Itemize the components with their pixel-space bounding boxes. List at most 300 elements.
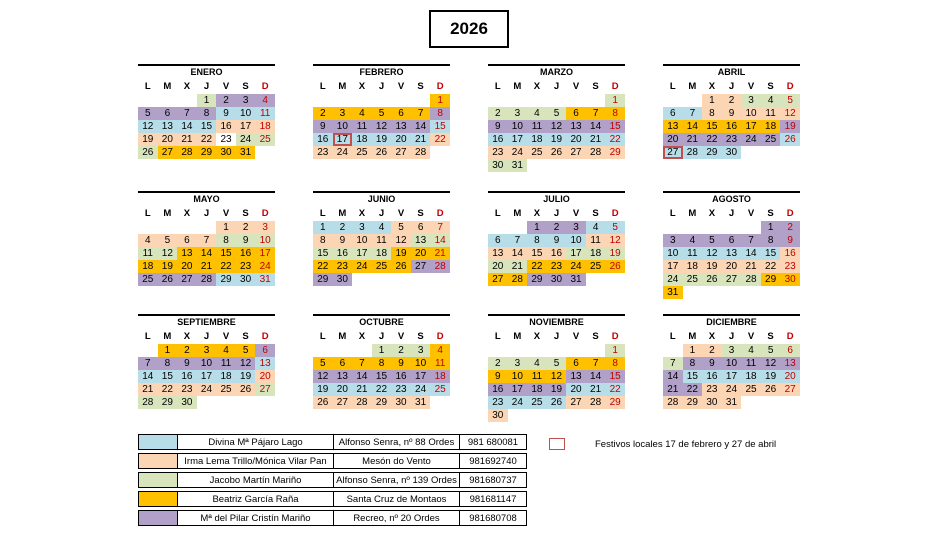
day-cell: 15 xyxy=(216,247,236,260)
weekday-header xyxy=(488,79,625,94)
empty-cell xyxy=(663,221,683,234)
day-cell: 29 xyxy=(702,146,722,159)
day-cell: 7 xyxy=(508,234,528,247)
day-cell: 29 xyxy=(372,396,392,409)
day-cell: 9 xyxy=(313,120,333,133)
day-cell: 18 xyxy=(372,247,392,260)
weekday-label: J xyxy=(203,81,210,92)
empty-cell xyxy=(566,94,586,107)
day-cell: 28 xyxy=(741,273,761,286)
day-cell: 17 xyxy=(741,120,761,133)
day-cell: 16 xyxy=(313,133,333,146)
pharmacy-address: Mesón do Vento xyxy=(334,453,460,469)
weekday-label: S xyxy=(592,81,599,92)
day-cell: 3 xyxy=(255,221,275,234)
day-cell: 10 xyxy=(352,234,372,247)
day-cell: 24 xyxy=(255,260,275,273)
day-cell: 21 xyxy=(586,383,606,396)
day-cell: 5 xyxy=(780,94,800,107)
weekday-label: J xyxy=(378,81,385,92)
day-cell: 10 xyxy=(508,370,528,383)
weekday-header xyxy=(663,206,800,221)
empty-cell xyxy=(605,273,625,286)
day-cell: 7 xyxy=(177,107,197,120)
day-cell: 7 xyxy=(197,234,217,247)
day-cell: 4 xyxy=(761,94,781,107)
day-cell: 8 xyxy=(702,107,722,120)
day-cell: 31 xyxy=(722,396,742,409)
day-cell: 13 xyxy=(488,247,508,260)
month-name: NOVIEMBRE xyxy=(488,314,625,329)
day-cell: 12 xyxy=(313,370,333,383)
day-cell: 26 xyxy=(702,273,722,286)
week-row xyxy=(138,396,275,409)
day-cell: 10 xyxy=(663,247,683,260)
day-cell: 4 xyxy=(216,344,236,357)
weekday-label: V xyxy=(222,208,230,219)
month-julio xyxy=(488,191,625,286)
day-cell: 18 xyxy=(138,260,158,273)
day-cell: 9 xyxy=(177,357,197,370)
day-cell: 4 xyxy=(430,344,450,357)
day-cell: 31 xyxy=(508,159,528,172)
weekday-label: X xyxy=(708,208,716,219)
day-cell: 11 xyxy=(255,107,275,120)
day-cell: 20 xyxy=(663,133,683,146)
empty-cell xyxy=(372,273,392,286)
day-cell: 7 xyxy=(663,357,683,370)
day-cell: 6 xyxy=(391,107,411,120)
day-cell: 11 xyxy=(527,370,547,383)
day-cell: 9 xyxy=(216,107,236,120)
day-cell: 30 xyxy=(236,273,256,286)
legend-row xyxy=(138,510,527,526)
weekday-label: X xyxy=(533,331,541,342)
legend-color-swatch xyxy=(138,491,178,507)
weekday-label: M xyxy=(338,331,347,342)
weekday-header xyxy=(313,329,450,344)
pharmacy-address: Alfonso Senra, nº 139 Ordes xyxy=(334,472,460,488)
day-cell: 10 xyxy=(411,357,431,370)
week-row xyxy=(313,146,450,159)
day-cell: 2 xyxy=(488,357,508,370)
week-row xyxy=(488,396,625,409)
day-cell: 23 xyxy=(780,260,800,273)
day-cell: 18 xyxy=(430,370,450,383)
day-cell: 4 xyxy=(527,107,547,120)
week-row xyxy=(313,221,450,234)
day-cell: 27 xyxy=(566,396,586,409)
day-cell: 20 xyxy=(566,133,586,146)
day-cell: 25 xyxy=(683,273,703,286)
empty-cell xyxy=(586,344,606,357)
empty-cell xyxy=(255,146,275,159)
day-cell: 28 xyxy=(508,273,528,286)
day-cell: 15 xyxy=(605,370,625,383)
weekday-label: X xyxy=(358,81,366,92)
empty-cell xyxy=(527,344,547,357)
legend-color-swatch xyxy=(138,472,178,488)
day-cell: 18 xyxy=(216,370,236,383)
week-row xyxy=(138,146,275,159)
day-cell: 22 xyxy=(527,260,547,273)
day-cell: 17 xyxy=(508,383,528,396)
day-cell: 29 xyxy=(605,396,625,409)
day-cell: 5 xyxy=(158,234,178,247)
day-cell: 7 xyxy=(741,234,761,247)
week-row xyxy=(313,234,450,247)
day-cell: 25 xyxy=(761,133,781,146)
day-cell: 19 xyxy=(372,133,392,146)
month-junio xyxy=(313,191,450,286)
day-cell: 13 xyxy=(158,120,178,133)
day-cell: 5 xyxy=(391,221,411,234)
weekday-label: S xyxy=(417,208,424,219)
day-cell: 19 xyxy=(761,370,781,383)
weekday-label: S xyxy=(417,331,424,342)
day-cell: 5 xyxy=(372,107,392,120)
day-cell: 4 xyxy=(372,221,392,234)
day-cell: 13 xyxy=(663,120,683,133)
empty-cell xyxy=(527,409,547,422)
week-row xyxy=(313,370,450,383)
week-row xyxy=(138,260,275,273)
week-row xyxy=(663,247,800,260)
pharmacy-phone: 981680737 xyxy=(460,472,527,488)
day-cell: 28 xyxy=(663,396,683,409)
day-cell: 6 xyxy=(663,107,683,120)
day-cell: 6 xyxy=(488,234,508,247)
month-name: JULIO xyxy=(488,191,625,206)
day-cell: 24 xyxy=(508,146,528,159)
day-cell: 7 xyxy=(683,107,703,120)
day-cell: 8 xyxy=(158,357,178,370)
day-cell: 5 xyxy=(547,107,567,120)
weekday-label: S xyxy=(767,81,774,92)
empty-cell xyxy=(761,396,781,409)
empty-cell xyxy=(702,221,722,234)
empty-cell xyxy=(158,94,178,107)
day-cell: 13 xyxy=(411,234,431,247)
empty-cell xyxy=(508,344,528,357)
day-cell: 3 xyxy=(411,344,431,357)
pharmacy-phone: 981681147 xyxy=(460,491,527,507)
weekday-label: X xyxy=(533,208,541,219)
week-row xyxy=(313,247,450,260)
week-row xyxy=(313,396,450,409)
day-cell: 5 xyxy=(236,344,256,357)
day-cell: 6 xyxy=(158,107,178,120)
day-cell: 28 xyxy=(430,260,450,273)
day-cell: 8 xyxy=(430,107,450,120)
day-cell: 16 xyxy=(333,247,353,260)
empty-cell xyxy=(761,146,781,159)
day-cell: 19 xyxy=(547,133,567,146)
day-cell: 20 xyxy=(780,370,800,383)
empty-cell xyxy=(313,94,333,107)
legend-color-swatch xyxy=(138,453,178,469)
day-cell: 28 xyxy=(411,146,431,159)
week-row xyxy=(488,273,625,286)
week-row xyxy=(488,94,625,107)
weekday-label: M xyxy=(513,331,522,342)
day-cell: 12 xyxy=(605,234,625,247)
day-cell: 18 xyxy=(683,260,703,273)
day-cell: 4 xyxy=(527,357,547,370)
empty-cell xyxy=(197,396,217,409)
weekday-label: S xyxy=(592,208,599,219)
week-row xyxy=(663,370,800,383)
day-cell: 8 xyxy=(761,234,781,247)
day-cell: 9 xyxy=(702,357,722,370)
legend-row xyxy=(138,491,527,507)
month-name: FEBRERO xyxy=(313,64,450,79)
day-cell: 22 xyxy=(702,133,722,146)
day-cell: 2 xyxy=(391,344,411,357)
day-cell: 2 xyxy=(177,344,197,357)
day-cell: 10 xyxy=(741,107,761,120)
year-title: 2026 xyxy=(429,10,509,48)
day-cell: 2 xyxy=(780,221,800,234)
day-cell: 3 xyxy=(333,107,353,120)
day-cell: 1 xyxy=(197,94,217,107)
day-cell: 6 xyxy=(780,344,800,357)
day-cell: 4 xyxy=(683,234,703,247)
week-row xyxy=(488,146,625,159)
day-cell: 25 xyxy=(527,396,547,409)
day-cell: 17 xyxy=(197,370,217,383)
day-cell: 24 xyxy=(508,396,528,409)
day-cell: 12 xyxy=(158,247,178,260)
day-cell: 1 xyxy=(313,221,333,234)
weekday-label: D xyxy=(786,81,794,92)
day-cell: 14 xyxy=(138,370,158,383)
weekday-label: L xyxy=(669,81,676,92)
day-cell: 20 xyxy=(722,260,742,273)
empty-cell xyxy=(138,344,158,357)
day-cell: 7 xyxy=(138,357,158,370)
day-cell: 17 xyxy=(566,247,586,260)
day-cell: 22 xyxy=(430,133,450,146)
weekday-label: L xyxy=(319,331,326,342)
day-cell: 10 xyxy=(722,357,742,370)
weekday-label: M xyxy=(688,81,697,92)
week-row xyxy=(663,383,800,396)
weekday-label: L xyxy=(144,208,151,219)
week-row xyxy=(663,146,800,159)
day-cell: 26 xyxy=(138,146,158,159)
empty-cell xyxy=(780,146,800,159)
weekday-label: L xyxy=(144,81,151,92)
week-row xyxy=(313,107,450,120)
day-cell: 28 xyxy=(586,396,606,409)
empty-cell xyxy=(586,409,606,422)
empty-cell xyxy=(780,286,800,299)
empty-cell xyxy=(547,409,567,422)
empty-cell xyxy=(547,94,567,107)
day-cell: 5 xyxy=(547,357,567,370)
day-cell: 22 xyxy=(761,260,781,273)
day-cell: 8 xyxy=(683,357,703,370)
week-row xyxy=(138,107,275,120)
day-cell: 29 xyxy=(313,273,333,286)
day-cell: 22 xyxy=(313,260,333,273)
empty-cell xyxy=(605,409,625,422)
day-cell: 12 xyxy=(780,107,800,120)
week-row xyxy=(138,273,275,286)
day-cell: 17 xyxy=(352,247,372,260)
day-cell: 31 xyxy=(566,273,586,286)
day-cell: 14 xyxy=(197,247,217,260)
day-cell: 19 xyxy=(547,383,567,396)
day-cell: 20 xyxy=(488,260,508,273)
weekday-label: V xyxy=(572,81,580,92)
day-cell: 12 xyxy=(547,120,567,133)
day-cell: 5 xyxy=(138,107,158,120)
week-row xyxy=(663,234,800,247)
empty-cell xyxy=(313,344,333,357)
weekday-label: J xyxy=(728,208,735,219)
day-cell: 9 xyxy=(236,234,256,247)
week-row xyxy=(138,247,275,260)
day-cell: 10 xyxy=(255,234,275,247)
weekday-label: J xyxy=(203,208,210,219)
empty-cell xyxy=(430,146,450,159)
day-cell: 11 xyxy=(430,357,450,370)
day-cell: 8 xyxy=(372,357,392,370)
empty-cell xyxy=(391,94,411,107)
day-cell: 17 xyxy=(411,370,431,383)
weekday-label: L xyxy=(669,331,676,342)
day-cell: 3 xyxy=(352,221,372,234)
weekday-label: D xyxy=(786,331,794,342)
day-cell: 31 xyxy=(255,273,275,286)
day-cell: 27 xyxy=(255,383,275,396)
empty-cell xyxy=(177,94,197,107)
weekday-label: X xyxy=(708,81,716,92)
week-row xyxy=(663,396,800,409)
day-cell: 24 xyxy=(352,260,372,273)
day-cell: 28 xyxy=(197,273,217,286)
day-cell: 18 xyxy=(761,120,781,133)
weekday-label: D xyxy=(611,331,619,342)
day-cell: 22 xyxy=(683,383,703,396)
week-row xyxy=(488,120,625,133)
day-cell: 6 xyxy=(255,344,275,357)
day-cell: 23 xyxy=(313,146,333,159)
week-row xyxy=(488,357,625,370)
week-row xyxy=(663,273,800,286)
weekday-label: S xyxy=(767,331,774,342)
month-mayo xyxy=(138,191,275,286)
week-row xyxy=(138,120,275,133)
day-cell: 16 xyxy=(488,133,508,146)
legend-row xyxy=(138,434,527,450)
day-cell: 20 xyxy=(333,383,353,396)
day-cell: 5 xyxy=(605,221,625,234)
day-cell: 29 xyxy=(683,396,703,409)
day-cell: 20 xyxy=(177,260,197,273)
day-cell: 15 xyxy=(527,247,547,260)
day-cell: 12 xyxy=(372,120,392,133)
day-cell: 21 xyxy=(177,133,197,146)
day-cell: 11 xyxy=(138,247,158,260)
pharmacy-phone: 981 680081 xyxy=(460,434,527,450)
day-cell: 21 xyxy=(138,383,158,396)
weekday-label: L xyxy=(494,81,501,92)
weekday-label: J xyxy=(728,81,735,92)
weekday-label: V xyxy=(572,208,580,219)
day-cell: 13 xyxy=(177,247,197,260)
day-cell: 3 xyxy=(663,234,683,247)
pharmacy-legend xyxy=(138,434,527,529)
day-cell: 22 xyxy=(216,260,236,273)
weekday-label: M xyxy=(513,208,522,219)
day-cell: 26 xyxy=(236,383,256,396)
day-cell: 19 xyxy=(313,383,333,396)
week-row xyxy=(488,409,625,422)
weekday-label: L xyxy=(319,208,326,219)
day-cell: 6 xyxy=(722,234,742,247)
empty-cell xyxy=(430,273,450,286)
day-cell: 10 xyxy=(333,120,353,133)
day-cell: 10 xyxy=(508,120,528,133)
day-cell: 18 xyxy=(352,133,372,146)
day-cell: 23 xyxy=(702,383,722,396)
weekday-label: V xyxy=(397,81,405,92)
day-cell: 21 xyxy=(197,260,217,273)
day-cell: 28 xyxy=(138,396,158,409)
month-noviembre xyxy=(488,314,625,422)
day-cell: 24 xyxy=(566,260,586,273)
day-cell: 1 xyxy=(372,344,392,357)
day-cell: 26 xyxy=(547,146,567,159)
empty-cell xyxy=(702,286,722,299)
day-cell: 6 xyxy=(566,357,586,370)
empty-cell xyxy=(663,94,683,107)
day-cell: 14 xyxy=(586,120,606,133)
empty-cell xyxy=(488,94,508,107)
weekday-label: J xyxy=(553,331,560,342)
empty-cell xyxy=(508,221,528,234)
weekday-label: X xyxy=(183,331,191,342)
day-cell: 6 xyxy=(177,234,197,247)
day-cell: 21 xyxy=(508,260,528,273)
week-row xyxy=(663,133,800,146)
day-cell: 20 xyxy=(391,133,411,146)
weekday-label: D xyxy=(436,81,444,92)
day-cell: 1 xyxy=(702,94,722,107)
week-row xyxy=(313,120,450,133)
week-row xyxy=(138,344,275,357)
day-cell: 17 xyxy=(333,133,353,146)
day-cell: 26 xyxy=(313,396,333,409)
empty-cell xyxy=(488,344,508,357)
day-cell: 19 xyxy=(236,370,256,383)
week-row xyxy=(138,221,275,234)
week-row xyxy=(663,260,800,273)
day-cell: 30 xyxy=(547,273,567,286)
day-cell: 21 xyxy=(430,247,450,260)
day-cell: 11 xyxy=(683,247,703,260)
empty-cell xyxy=(430,396,450,409)
weekday-label: D xyxy=(261,331,269,342)
weekday-label: D xyxy=(611,81,619,92)
day-cell: 29 xyxy=(216,273,236,286)
day-cell: 6 xyxy=(333,357,353,370)
week-row xyxy=(313,273,450,286)
empty-cell xyxy=(761,286,781,299)
